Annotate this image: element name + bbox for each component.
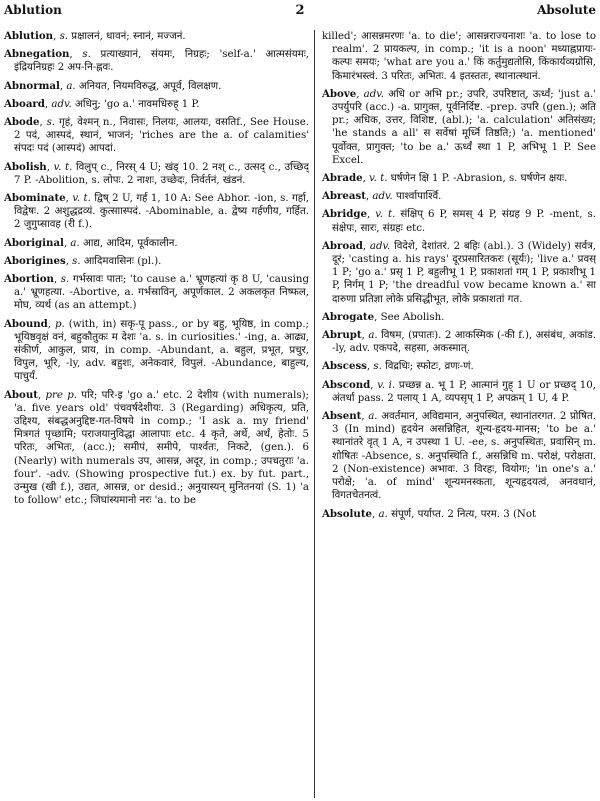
dictionary-entry: Abrupt, a. विषम, (प्रपातः). 2 आकस्मिक (-की f.), असंबंध, अकांड. -ly, adv. एकपदे, सहसा, अकस्मात्. — [322, 329, 596, 355]
page-header — [0, 0, 600, 22]
headword: Aboard — [4, 97, 45, 110]
part-of-speech: adv. — [51, 98, 72, 110]
headword: Abnormal — [4, 79, 60, 92]
headword: Above — [322, 87, 357, 100]
part-of-speech: s. — [59, 31, 69, 42]
dictionary-entry: Abridge, v. t. संक्षिप् 6 P, समस् 4 P, संग्रह 9 P. -ment, s. संक्षेपः, सारः, संग्रहः etc. — [322, 208, 596, 234]
headword: Aborigines — [4, 254, 66, 267]
definition: संक्षिप् 6 P, समस् 4 P, संग्रह 9 P. -ment, s. संक्षेपः, सारः, संग्रहः etc. — [332, 209, 596, 234]
definition: अनियत, नियमविरुद्ध, अपूर्व, विलक्षण. — [78, 80, 222, 92]
headword: Abreast — [322, 190, 366, 203]
definition: प्रक्षालनं, धावनं; स्नानं, मज्जनं. — [71, 31, 186, 42]
part-of-speech: s. — [373, 361, 382, 373]
column-divider — [314, 30, 315, 798]
dictionary-entry — [322, 30, 596, 83]
right-column — [322, 30, 596, 798]
part-of-speech: a. — [368, 330, 378, 342]
part-of-speech: a. — [368, 411, 378, 423]
dictionary-entry: Aborigines, s. आदिमवासिनः (pl.). — [4, 254, 162, 267]
dictionary-entry: Aboard, adv. अधिनु; 'go a.' नावमधिरुह् 1 P. — [4, 97, 200, 110]
dictionary-entry: Abortion, s. गर्भस्रावः पातः; 'to cause a.' भ्रूणहत्यां कृ 8 U, 'causing a.' भ्रूणहत्या. -Abortive, a. गर्भस्राविन्, अपूर्णकाल. 2 अकलकृत निष्फल, मोघ, व्यर्थ (as an attempt.) — [4, 273, 309, 312]
dictionary-entry: Abound, p. (with, in) सकृ-पू pass., or by बहु, भूयिष्ठ, in comp.; भूयिष्ठवृक्षं वनं, बहुकौतुकः म देशः 'a. s. in curiosities.' -ing, a. आढ्य, संकीर्ण, आकुल, प्राय, in comp. -Abundant, a. बहुल, प्रभूत, प्रचुर, विपुल, भूरि, -ly, adv. बहुशः, अनेकवारं, विपुलं. -Abundance, बाहुल्य, पाचुर्यं. — [4, 317, 309, 383]
definition: गर्भस्रावः पातः; 'to cause a.' भ्रूणहत्यां कृ 8 U, 'causing a.' भ्रूणहत्या. -Abortive, a. गर्भस्राविन्, अपूर्णकाल. 2 अकलकृत निष्फल, मोघ, व्यर्थ (as an attempt.) — [14, 274, 309, 312]
part-of-speech: v. i. — [377, 379, 396, 391]
definition: विलुप् c., निरस् 4 U; खंड् 10. 2 नश् c., उत्सद् c., उच्छिद् 7 P. -Abolition, s. लोपः. 2 नाशः, उच्छेदः, निर्वर्तनं, खंडनं. — [14, 161, 309, 186]
page-number: 2 — [295, 3, 305, 18]
dictionary-entry: Abnegation, s. प्रत्याख्यानं, संयमः, निग्रहः; 'self-a.' आत्मसंयमः, इंद्रियनिग्रहः 2 अप-नि-ह्नवः. — [4, 48, 309, 74]
dictionary-entry: Abolish, v. t. विलुप् c., निरस् 4 U; खंड् 10. 2 नश् c., उत्सद् c., उच्छिद् 7 P. -Abolition, s. लोपः. 2 नाशः, उच्छेदः, निर्वर्तनं, खंडनं. — [4, 160, 309, 186]
part-of-speech: v. t. — [72, 193, 91, 205]
dictionary-entry: Abscess, s. विद्रधिः; स्फोटः, व्रणः-णं. — [322, 360, 474, 373]
definition: अवर्तमान, अविद्यमान, अनुपस्थित, स्थानांतरगत. 2 प्रोषित. 3 (In mind) हृदयेन असन्निहित, शून्य-हृदय-मानस; 'to be a.' स्थानांतरे वृत् 1 A, न उपस्था 1 U. -ee, s. अनुपस्थितः, प्रवासिन् m. शोषितः -Absence, s. अनुपस्थिति f., असन्निधि m. परोक्षं, परोक्षता. 2 (Non-existence) अभावः. 3 विरहः, वियोगः; 'in one's a.' परोक्षे; 'a. of mind' शून्यमनस्कता, शून्यहृदयत्वं, अनवधानं, विगतचेतनत्वं. — [332, 411, 596, 502]
part-of-speech: v. t. — [53, 161, 73, 173]
definition: विषम, (प्रपातः). 2 आकस्मिक (-की f.), असंबंध, अकांड. -ly, adv. एकपदे, सहसा, अकस्मात्. — [332, 330, 596, 355]
dictionary-entry: Absent, a. अवर्तमान, अविद्यमान, अनुपस्थित, स्थानांतरगत. 2 प्रोषित. 3 (In mind) हृदयेन असन्निहित, शून्य-हृदय-मानस; 'to be a.' स्थानांतरे वृत् 1 A, न उपस्था 1 U. -ee, s. अनुपस्थितः, प्रवासिन् m. शोषितः -Absence, s. अनुपस्थिति f., असन्निधि m. परोक्षं, परोक्षता. 2 (Non-existence) अभावः. 3 विरहः, वियोगः; 'in one's a.' परोक्षे; 'a. of mind' शून्यमनस्कता, शून्यहृदयत्वं, अनवधानं, विगतचेतनत्वं. — [322, 410, 596, 502]
dictionary-entry: Absolute, a. संपूर्ण, पर्याप्त. 2 नित्य, परम. 3 (Not — [322, 507, 537, 520]
definition: See Abolish. — [380, 311, 445, 323]
dictionary-entry: Aboriginal, a. आद्य, आदिम, पूर्वकालीन. — [4, 236, 178, 249]
part-of-speech: v. t. — [375, 209, 396, 221]
headword: Abrade — [322, 172, 363, 185]
headword: Abrupt — [322, 329, 362, 342]
headword: Abridge — [322, 208, 367, 221]
definition: घर्षणेन क्षि 1 P. -Abrasion, s. घर्षणेन क्षयः. — [390, 173, 568, 185]
definition: killed'; आसन्नमरणः 'a. to die'; आसन्नराज्यनाशः 'a. to lose to realm'. 2 प्रायकल्प, in comp.; 'it is a noon' मध्याह्नप्रायः-कल्पः समयः; 'what are you a.' किं कर्तुमुद्यतोसि, किंकार्यव्यग्रोसि, किमारंभस्त्वं. 3 परितः, अभितः. 4 इतस्ततः, स्थानात्स्थानं. — [322, 31, 596, 82]
definition: प्रच्छन्न a. भू 1 P, आत्मानं गुह् 1 U or प्रच्छद् 10, अंतर्धा pass. 2 पलाय् 1 A, व्यपसृप् 1 P, अपक्रम् 1 U, 4 P. — [332, 379, 596, 404]
part-of-speech: v. t. — [369, 173, 388, 185]
definition: प्रत्याख्यानं, संयमः, निग्रहः; 'self-a.' आत्मसंयमः, इंद्रियनिग्रहः 2 अप-नि-ह्नवः. — [14, 49, 309, 74]
definition: आद्य, आदिम, पूर्वकालीन. — [82, 237, 178, 249]
part-of-speech: s. — [60, 274, 70, 286]
headword: Ablution — [4, 30, 54, 42]
definition: संपूर्ण, पर्याप्त. 2 नित्य, परम. 3 (Not — [391, 508, 537, 520]
headword: Abscond — [322, 378, 371, 391]
part-of-speech: a. — [70, 237, 80, 249]
definition: पार्श्वापार्श्वि. — [396, 191, 442, 203]
headword: Abominate — [4, 192, 66, 205]
dictionary-entry: Abode, s. गृहं, वेश्मन् n., निवासः, निलयः, आलयः, वसतिf., See House. 2 पदं, आस्पदं, स्थानं, भाजनं; 'riches are the a. of calamities' संपदः पदं (आस्पदं) आपदां. — [4, 116, 309, 155]
headword: Abroad — [322, 239, 363, 252]
dictionary-entry: Abroad, adv. विदेशे, देशांतरं. 2 बहिः (abl.). 3 (Widely) सर्वत्र, दूरं; 'casting a. his rays' दूरप्रसारितकरः (सूर्यः); 'live a.' प्रवस् 1 P; 'go a.' प्रसृ 1 P, बहुलीभू 1 P, प्रकाशतां गम् 1 P, प्रकाशीभू 1 P, निर्गम् 1 P; 'the dreadful vow became known a.' सा दारुणा प्रतिज्ञा लोके प्रसिद्धीभूत, लोके प्रकाशतां गत. — [322, 239, 596, 305]
dictionary-entry: Ablution, s. प्रक्षालनं, धावनं; स्नानं, मज्जनं. — [4, 30, 186, 42]
definition: (with, in) सकृ-पू pass., or by बहु, भूयिष्ठ, in comp.; भूयिष्ठवृक्षं वनं, बहुकौतुकः म देशः 'a. s. in curiosities.' -ing, a. आढ्य, संकीर्ण, आकुल, प्राय, in comp. -Abundant, a. बहुल, प्रभूत, प्रचुर, विपुल, भूरि, -ly, adv. बहुशः, अनेकवारं, विपुलं. -Abundance, बाहुल्य, पाचुर्यं. — [14, 318, 309, 383]
dictionary-entry: Above, adv. अधि or अभि pr.; उपरि, उपरिष्टात्, ऊर्ध्वं; 'just a.' उपर्युपरि (acc.) -a. प्रागुक्त, पूर्वनिर्दिष्ट. -prep. उपरि (gen.); अति pr.; अधिक, उत्तर, विशिष्ट, (abl.); 'a. calculation' अतिसंख्य; 'he stands a all' स सर्वेषां मूर्ध्नि तिष्ठति;) 'a. mentioned' पूर्वोक्त, प्रागुक्त; 'to be a.' ऊर्ध्वं स्था 1 P, अभिभू 1 P. See Excel. — [322, 87, 596, 166]
headword: Abscess — [322, 360, 367, 373]
part-of-speech: a. — [378, 508, 388, 520]
definition: विदेशे, देशांतरं. 2 बहिः (abl.). 3 (Widely) सर्वत्र, दूरं; 'casting a. his rays' दूरप्रसारितकरः (सूर्यः); 'live a.' प्रवस् 1 P; 'go a.' प्रसृ 1 P, बहुलीभू 1 P, प्रकाशतां गम् 1 P, प्रकाशीभू 1 P, निर्गम् 1 P; 'the dreadful vow became known a.' सा दारुणा प्रतिज्ञा लोके प्रसिद्धीभूत, लोके प्रकाशतां गत. — [332, 240, 596, 305]
headword: Abound — [4, 317, 48, 330]
headword: About — [4, 388, 38, 401]
dictionary-entry: Abrogate, See Abolish. — [322, 310, 445, 323]
dictionary-entry: Abnormal, a. अनियत, नियमविरुद्ध, अपूर्व, विलक्षण. — [4, 79, 222, 92]
headword: Abortion — [4, 273, 54, 286]
part-of-speech: s. — [72, 255, 81, 267]
definition: आदिमवासिनः (pl.). — [83, 255, 162, 267]
dictionary-entry: Abreast, adv. पार्श्वापार्श्वि. — [322, 190, 442, 203]
part-of-speech: adv. — [363, 88, 385, 100]
headword: Absent — [322, 410, 362, 423]
part-of-speech: adv. — [372, 191, 393, 203]
headword: Aboriginal — [4, 236, 64, 249]
definition: गृहं, वेश्मन् n., निवासः, निलयः, आलयः, वसतिf., See House. 2 पदं, आस्पदं, स्थानं, भाजनं; 'riches are the a. of calamities' संपदः पदं (आस्पदं) आपदां. — [14, 117, 309, 155]
definition: परि; परि-इ 'go a.' etc. 2 देशीय (with numerals); 'a. five years old' पंचवर्षदेशीयः. 3 (Regarding) अधिकृत्य, प्रति, उद्दिश्य, संबद्धअनुद्दिष्ट-गत-विषये in comp.; 'I ask a. my friend' मित्रगतं पृच्छामि; पराजयानुविद्धा आलापाः etc. 4 कृते, अर्थे, अर्थं, हेतोः. 5 परितः, अभितः, (acc.); समीपं, समीपे, पार्श्वतः, निकटे, (gen.). 6 (Nearly) with numerals उप, आसन्न, अदूर, in comp.; उपचतुराः 'a. four'. -adv. (Showing prospective fut.) ex. by fut. part., उन्मुख (खी f.), उद्यत, आसन्न, or desid.; अनुयास्यन् मुनितनयां (S. 1) 'a to follow' etc.; जिघांस्यमानो नरः 'a. to be — [14, 389, 309, 507]
dictionary-entry: Abscond, v. i. प्रच्छन्न a. भू 1 P, आत्मानं गुह् 1 U or प्रच्छद् 10, अंतर्धा pass. 2 पलाय् 1 A, व्यपसृप् 1 P, अपक्रम् 1 U, 4 P. — [322, 378, 596, 404]
part-of-speech: s. — [82, 49, 91, 61]
part-of-speech: s. — [46, 117, 56, 129]
part-of-speech: a. — [66, 80, 76, 92]
right-guide-word: Absolute — [537, 3, 596, 17]
headword: Abode — [4, 116, 40, 129]
definition: द्विष् 2 U, गर्ह 1, 10 A: See Abhor. -ion, s. गर्हा, विद्वेषः. 2 अशुद्धद्रव्यं. कुत्साास्पदं. -Abominable, a. द्वेष्य गर्हणीय, गर्हित. 2 जुगुप्सावह (री f.). — [14, 193, 309, 231]
dictionary-entry: Abominate, v. t. द्विष् 2 U, गर्ह 1, 10 A: See Abhor. -ion, s. गर्हा, विद्वेषः. 2 अशुद्धद्रव्यं. कुत्साास्पदं. -Abominable, a. द्वेष्य गर्हणीय, गर्हित. 2 जुगुप्सावह (री f.). — [4, 192, 309, 231]
part-of-speech: adv. — [369, 240, 391, 252]
part-of-speech: p. — [55, 318, 65, 330]
left-column — [4, 30, 309, 798]
definition: अधि or अभि pr.; उपरि, उपरिष्टात्, ऊर्ध्वं; 'just a.' उपर्युपरि (acc.) -a. प्रागुक्त, पूर्वनिर्दिष्ट. -prep. उपरि (gen.); अति pr.; अधिक, उत्तर, विशिष्ट, (abl.); 'a. calculation' अतिसंख्य; 'he stands a all' स सर्वेषां मूर्ध्नि तिष्ठति;) 'a. mentioned' पूर्वोक्त, प्रागुक्त; 'to be a.' ऊर्ध्वं स्था 1 P, अभिभू 1 P. See Excel. — [332, 88, 596, 166]
headword: Abrogate — [322, 310, 375, 323]
headword: Absolute — [322, 507, 373, 520]
part-of-speech: pre p. — [45, 389, 77, 401]
headword: Abnegation — [4, 48, 70, 61]
definition: विद्रधिः; स्फोटः, व्रणः-णं. — [385, 361, 474, 373]
headword: Abolish — [4, 160, 47, 173]
dictionary-entry: About, pre p. परि; परि-इ 'go a.' etc. 2 देशीय (with numerals); 'a. five years old' पंचवर्षदेशीयः. 3 (Regarding) अधिकृत्य, प्रति, उद्दिश्य, संबद्धअनुद्दिष्ट-गत-विषये in comp.; 'I ask a. my friend' मित्रगतं पृच्छामि; पराजयानुविद्धा आलापाः etc. 4 कृते, अर्थे, अर्थं, हेतोः. 5 परितः, अभितः, (acc.); समीपं, समीपे, पार्श्वतः, निकटे, (gen.). 6 (Nearly) with numerals उप, आसन्न, अदूर, in comp.; उपचतुराः 'a. four'. -adv. (Showing prospective fut.) ex. by fut. part., उन्मुख (खी f.), उद्यत, आसन्न, or desid.; अनुयास्यन् मुनितनयां (S. 1) 'a to follow' etc.; जिघांस्यमानो नरः 'a. to be — [4, 388, 309, 507]
dictionary-entry: Abrade, v. t. घर्षणेन क्षि 1 P. -Abrasion, s. घर्षणेन क्षयः. — [322, 172, 568, 185]
left-guide-word: Ablution — [4, 3, 62, 17]
definition: अधिनु; 'go a.' नावमधिरुह् 1 P. — [75, 98, 200, 110]
